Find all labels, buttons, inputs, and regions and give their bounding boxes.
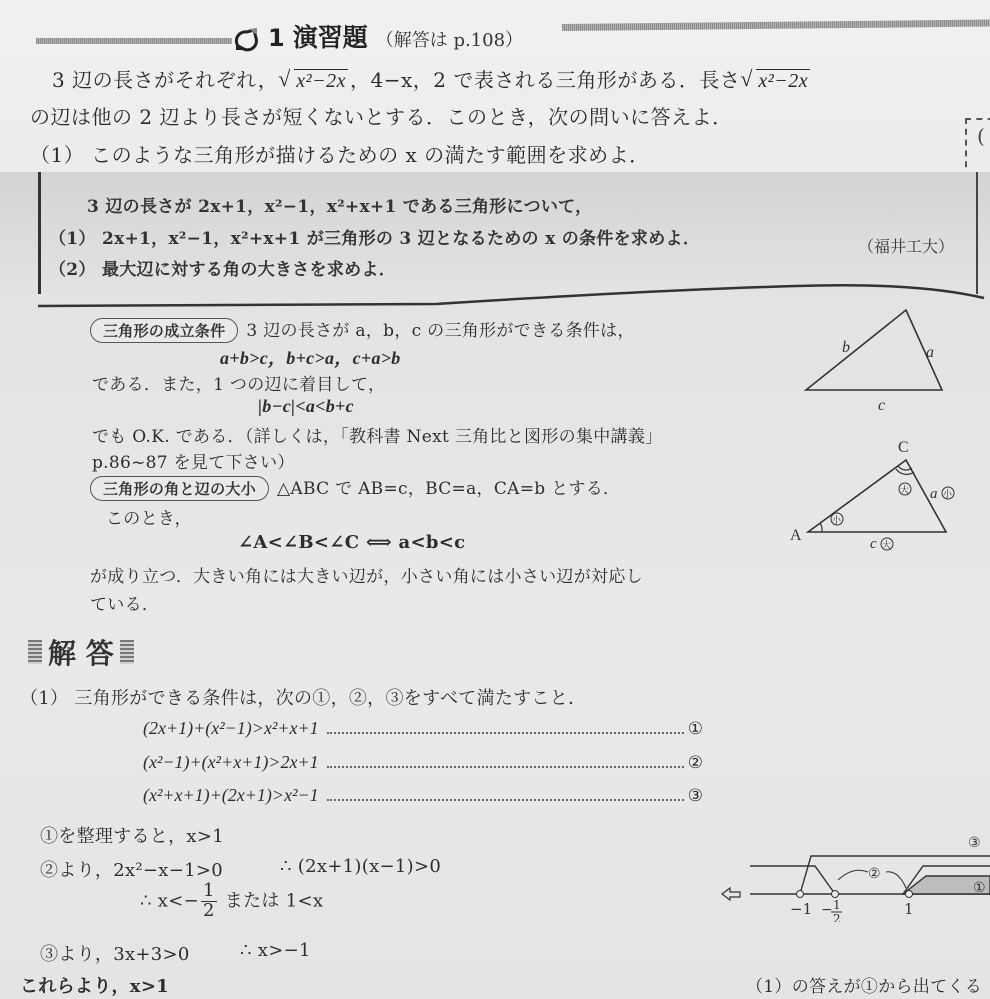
exercise-page <box>0 0 990 172</box>
exercise-number: 1 <box>268 24 285 52</box>
svg-text:②: ② <box>868 866 881 882</box>
inequality-1: (2x+1)+(x²−1)>x²+x+1 ① <box>143 718 703 739</box>
margin-note-box: ( <box>965 118 990 172</box>
svg-text:A: A <box>790 527 802 544</box>
heading-bars-icon <box>120 640 134 664</box>
svg-text:小: 小 <box>832 516 842 526</box>
problem-question-2: （2） 最大辺に対する角の大きさを求めよ． <box>49 260 397 280</box>
svg-text:③: ③ <box>968 835 981 851</box>
svg-text:小: 小 <box>943 490 953 500</box>
answer-part1-intro: （1） 三角形ができる条件は，次の①，②，③をすべて満たすこと． <box>20 688 587 709</box>
left-arrow-icon <box>722 888 740 900</box>
header-rule-right <box>562 20 990 31</box>
svg-text:C: C <box>898 439 909 456</box>
angle-side-note: 三角形の角と辺の大小 △ABC で AB=c，BC=a，CA=b とする． <box>90 474 620 501</box>
abs-inequality-formula: |b−c|<a<b+c <box>258 396 354 416</box>
triangle-figure-angle-side <box>790 432 970 567</box>
svg-text:大: 大 <box>900 486 910 496</box>
exercise-question-1: （1） このような三角形が描けるための x の満たす範囲を求めよ． <box>30 143 650 167</box>
angle-side-line-3: が成り立つ．大きい角には大きい辺が，小さい角には小さい辺が対応し <box>90 567 643 587</box>
sqrt-expression: √ x²−2x <box>742 69 810 93</box>
svg-text:①: ① <box>973 880 986 896</box>
side-note: （1）の答えが①から出てくる <box>746 977 983 997</box>
triangle-condition-label: 三角形の成立条件 <box>90 318 238 343</box>
inequality-3: (x²+x+1)+(2x+1)>x²−1 ③ <box>143 785 703 806</box>
problem-question-1: （1） 2x+1，x²−1，x²+x+1 が三角形の 3 辺となるための x の条件を求めよ． <box>49 229 701 249</box>
step-2b: ∴ (2x+1)(x−1)>0 <box>280 856 442 877</box>
exercise-header <box>234 18 523 50</box>
svg-text:c: c <box>878 397 886 412</box>
number-line-figure <box>718 822 990 922</box>
step-3a: ③より，3x+3>0 <box>40 944 190 965</box>
triangle-condition-note: 三角形の成立条件 3 辺の長さが a，b，c の三角形ができる条件は， <box>90 316 635 343</box>
heading-bars-icon <box>28 640 42 664</box>
exercise-line-2: の辺は他の 2 辺より長さが短くないとする．このとき，次の問いに答えよ． <box>30 105 733 129</box>
inequality-2: (x²−1)+(x²+x+1)>2x+1 ② <box>143 752 703 773</box>
svg-text:a: a <box>926 344 934 361</box>
textbook-page <box>0 172 990 999</box>
svg-text:a: a <box>930 486 938 502</box>
svg-text:大: 大 <box>882 541 892 551</box>
svg-text:1: 1 <box>904 900 914 918</box>
angle-side-label: 三角形の角と辺の大小 <box>90 476 269 501</box>
answer-heading: 解 答 <box>28 632 134 672</box>
triangle-inequality-formula: a+b>c，b+c>a，c+a>b <box>220 348 401 368</box>
angle-side-formula: ∠A<∠B<∠C ⟺ a<b<c <box>238 532 466 553</box>
problem-source: （福井工大） <box>857 237 954 256</box>
triangle-figure-abc <box>790 302 960 412</box>
condition-line-2: である．また，1 つの辺に着目して， <box>92 375 386 395</box>
svg-text:−1: −1 <box>790 900 813 918</box>
step-1: ①を整理すると，x>1 <box>40 826 224 847</box>
angle-side-line-4: ている． <box>90 595 160 615</box>
sqrt-expression: √ x²−2x <box>280 69 348 93</box>
svg-text:1: 1 <box>833 898 841 912</box>
exercise-title: 演習題 <box>292 23 368 52</box>
step-3b: ∴ x>−1 <box>240 940 311 961</box>
angle-side-line-2: このとき， <box>106 509 192 529</box>
step-2c: ∴ x<− $\frac{1}{2}$ または 1<x <box>140 880 324 921</box>
problem-intro: 3 辺の長さが 2x+1，x²−1，x²+x+1 である三角形について， <box>87 197 593 217</box>
pencil-eraser-icon <box>234 26 260 50</box>
step-2a: ②より，2x²−x−1>0 <box>40 860 224 881</box>
answer-reference: （解答は p.108） <box>375 30 524 51</box>
svg-text:b: b <box>842 339 850 356</box>
svg-text:2: 2 <box>833 912 841 922</box>
header-rule-left <box>36 38 232 44</box>
exercise-line-1: 3 辺の長さがそれぞれ， √ x²−2x ，4−x，2 で表される三角形がある．長さ √ x²−2x <box>52 64 812 93</box>
conclusion: これらより，x>1 <box>20 976 170 997</box>
svg-text:c: c <box>870 536 877 552</box>
condition-line-4: p.86~87 を見て下さい） <box>92 453 295 473</box>
svg-text:−: − <box>821 902 833 918</box>
condition-line-3: でも O.K. である．（詳しくは，「教科書 Next 三角比と図形の集中講義」 <box>92 427 663 447</box>
